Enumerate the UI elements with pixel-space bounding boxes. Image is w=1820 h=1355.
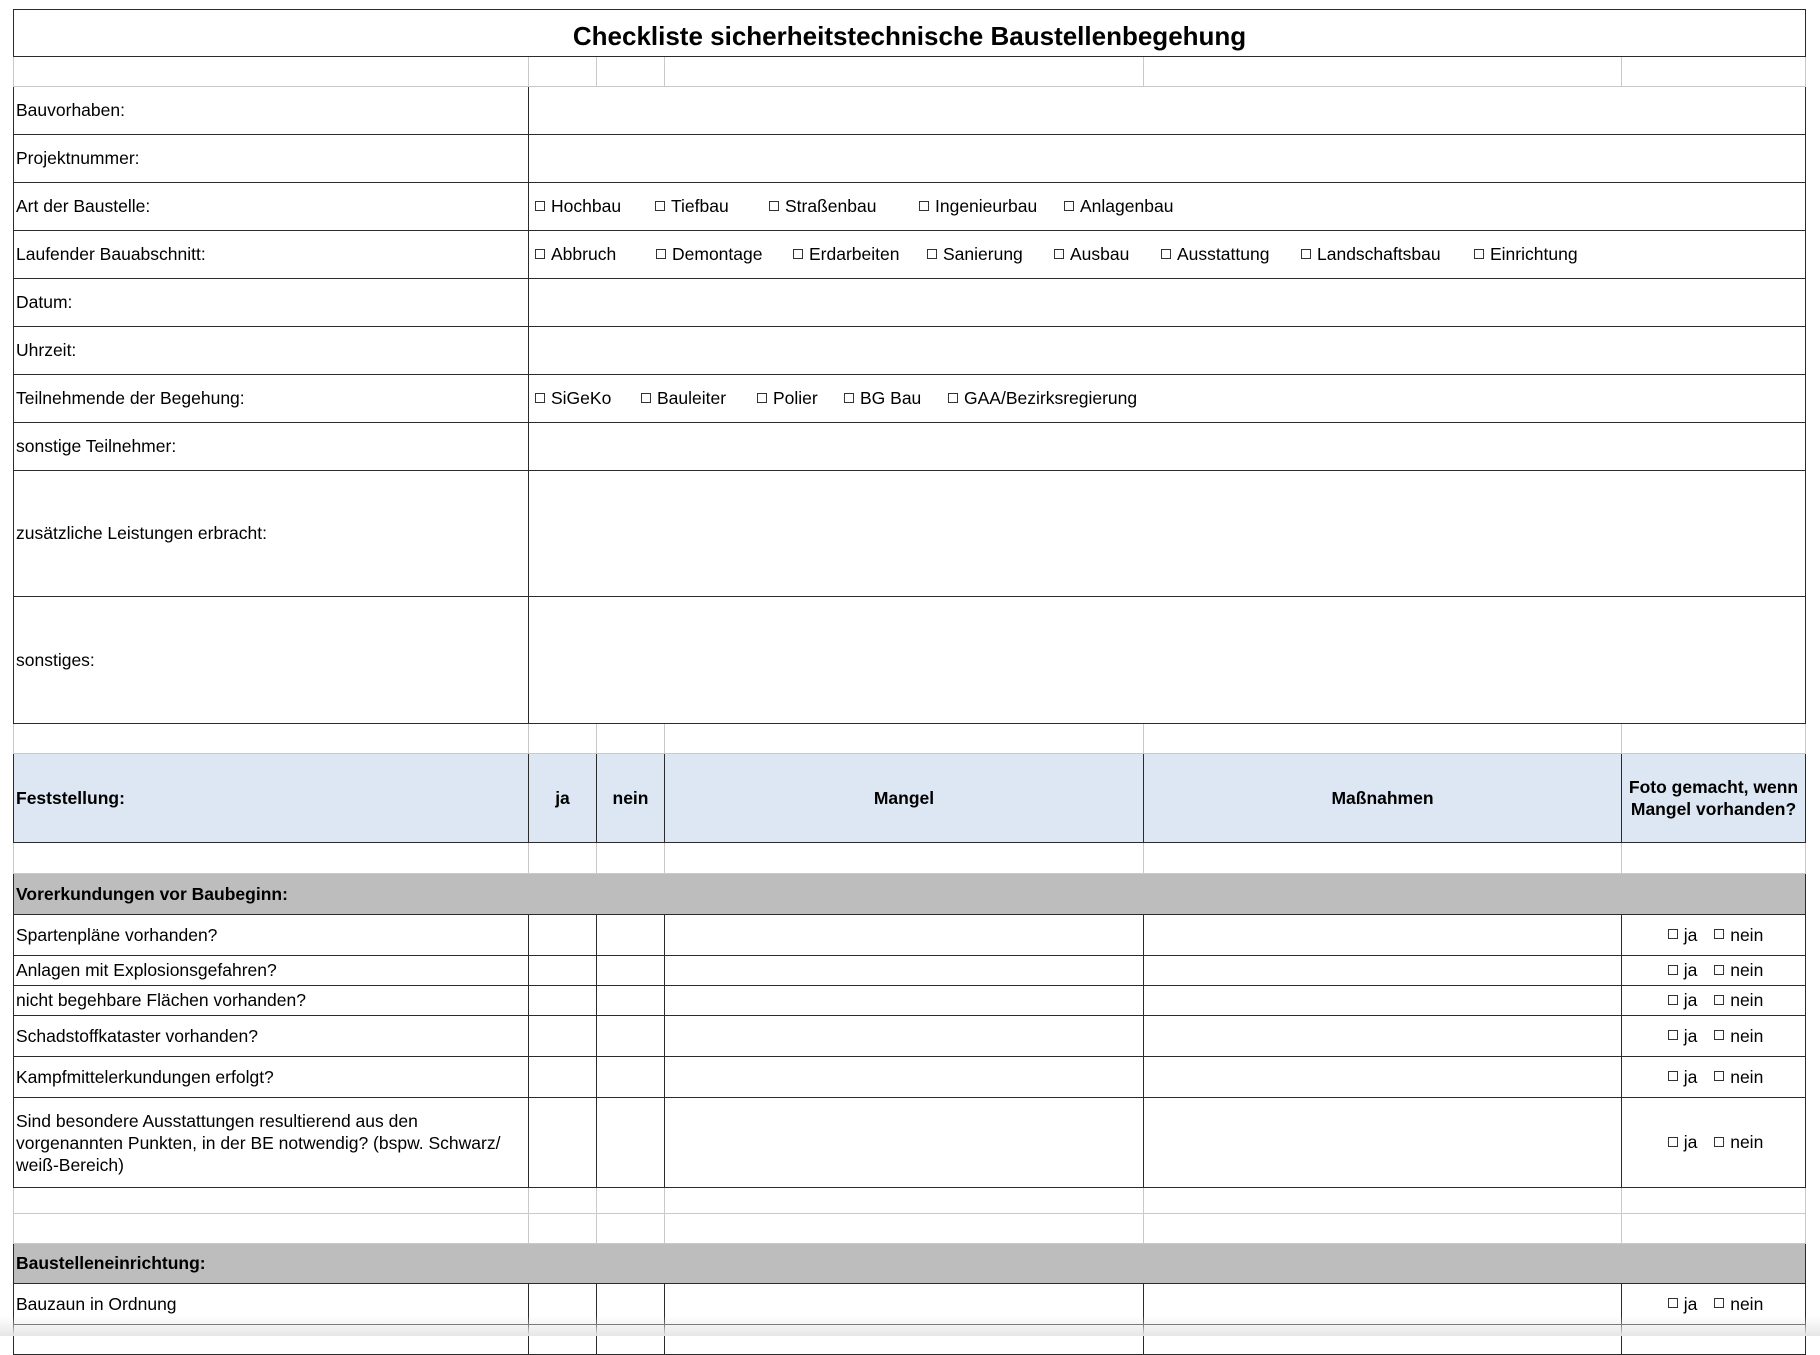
- header-mangel: Mangel: [665, 754, 1144, 843]
- spacer-cell[interactable]: [665, 57, 1144, 87]
- datum-label: Datum:: [14, 279, 529, 327]
- checkbox-icon[interactable]: [793, 249, 803, 259]
- foto-nein-option[interactable]: nein: [1710, 925, 1763, 946]
- checklist-sheet: [13, 9, 1806, 1355]
- checkbox-icon[interactable]: [844, 393, 854, 403]
- art-der-baustelle-label: Art der Baustelle:: [14, 183, 529, 231]
- checkbox-option[interactable]: Landschaftsbau: [1297, 244, 1470, 265]
- spacer-cell[interactable]: [529, 57, 597, 87]
- scroll-fade: [0, 1316, 1820, 1336]
- ja-cell[interactable]: [529, 986, 597, 1016]
- checkbox-option[interactable]: Sanierung: [923, 244, 1050, 265]
- foto-ja-option[interactable]: ja: [1664, 1067, 1698, 1088]
- checkbox-icon[interactable]: [535, 393, 545, 403]
- datum-field[interactable]: [529, 279, 1806, 327]
- checkbox-icon[interactable]: [1714, 995, 1724, 1005]
- foto-nein-option[interactable]: nein: [1710, 1132, 1763, 1153]
- spacer-cell[interactable]: [597, 57, 665, 87]
- spacer-cell[interactable]: [665, 1214, 1144, 1244]
- table-row: [14, 1016, 1806, 1057]
- table-row: [14, 956, 1806, 986]
- foto-cell: [1622, 986, 1806, 1016]
- spacer-cell[interactable]: [529, 724, 597, 754]
- item-label: Anlagen mit Explosionsgefahren?: [14, 956, 529, 986]
- massnahmen-cell[interactable]: [1144, 915, 1622, 956]
- header-foto: Foto gemacht, wenn Mangel vorhanden?: [1622, 754, 1806, 843]
- spacer-cell[interactable]: [665, 843, 1144, 874]
- nein-cell[interactable]: [597, 956, 665, 986]
- item-label: Bauzaun in Ordnung: [14, 1284, 529, 1325]
- checkbox-option[interactable]: Ausstattung: [1157, 244, 1297, 265]
- checkbox-icon[interactable]: [1714, 1298, 1724, 1308]
- mangel-cell[interactable]: [665, 1098, 1144, 1188]
- checkbox-icon[interactable]: [769, 201, 779, 211]
- nein-cell[interactable]: [597, 915, 665, 956]
- spacer-cell[interactable]: [1622, 724, 1806, 754]
- nein-cell[interactable]: [597, 1016, 665, 1057]
- checkbox-option[interactable]: Hochbau: [531, 196, 651, 217]
- header-feststellung: Feststellung:: [14, 754, 529, 843]
- checkbox-icon[interactable]: [1161, 249, 1171, 259]
- bauvorhaben-label: Bauvorhaben:: [14, 87, 529, 135]
- checkbox-icon[interactable]: [1668, 1071, 1678, 1081]
- teilnehmende-options: [529, 375, 1806, 423]
- item-label: Spartenpläne vorhanden?: [14, 915, 529, 956]
- ja-cell[interactable]: [529, 956, 597, 986]
- foto-ja-option[interactable]: ja: [1664, 960, 1698, 981]
- sonstige-teilnehmer-label: sonstige Teilnehmer:: [14, 423, 529, 471]
- foto-ja-option[interactable]: ja: [1664, 1132, 1698, 1153]
- massnahmen-cell[interactable]: [1144, 1016, 1622, 1057]
- checkbox-icon[interactable]: [535, 249, 545, 259]
- massnahmen-cell[interactable]: [1144, 1098, 1622, 1188]
- spacer-cell[interactable]: [1622, 1188, 1806, 1214]
- foto-nein-option[interactable]: nein: [1710, 1026, 1763, 1047]
- checkbox-icon[interactable]: [1714, 965, 1724, 975]
- spacer-cell[interactable]: [1622, 57, 1806, 87]
- item-label: Sind besondere Ausstattungen resultierend aus den vorgenannten Punkten, in der BE notwendig? (bspw. Schwarz/ weiß-Bereich): [14, 1098, 529, 1188]
- foto-ja-option[interactable]: ja: [1664, 990, 1698, 1011]
- checkbox-option[interactable]: Straßenbau: [765, 196, 915, 217]
- checkbox-icon[interactable]: [535, 201, 545, 211]
- spacer-cell[interactable]: [1622, 843, 1806, 874]
- checkbox-icon[interactable]: [1301, 249, 1311, 259]
- checkbox-option[interactable]: Polier: [753, 388, 840, 409]
- spacer-cell[interactable]: [1144, 57, 1622, 87]
- nein-cell[interactable]: [597, 1098, 665, 1188]
- foto-cell: [1622, 915, 1806, 956]
- checkbox-icon[interactable]: [1668, 995, 1678, 1005]
- sonstige-teilnehmer-field[interactable]: [529, 423, 1806, 471]
- checkbox-option[interactable]: Ingenieurbau: [915, 196, 1060, 217]
- item-label: nicht begehbare Flächen vorhanden?: [14, 986, 529, 1016]
- checkbox-icon[interactable]: [1064, 201, 1074, 211]
- header-ja: ja: [529, 754, 597, 843]
- sheet-title: Checkliste sicherheitstechnische Baustellenbegehung: [14, 10, 1806, 57]
- checkbox-option[interactable]: Erdarbeiten: [789, 244, 923, 265]
- mangel-cell[interactable]: [665, 915, 1144, 956]
- mangel-cell[interactable]: [665, 1016, 1144, 1057]
- ja-cell[interactable]: [529, 1098, 597, 1188]
- checkbox-icon[interactable]: [641, 393, 651, 403]
- checkbox-icon[interactable]: [948, 393, 958, 403]
- spacer-cell[interactable]: [1622, 1214, 1806, 1244]
- zusaetzliche-leistungen-field[interactable]: [529, 471, 1806, 597]
- checkbox-option[interactable]: Abbruch: [531, 244, 652, 265]
- checkbox-option[interactable]: Tiefbau: [651, 196, 765, 217]
- projektnummer-field[interactable]: [529, 135, 1806, 183]
- checkbox-icon[interactable]: [927, 249, 937, 259]
- checkbox-option[interactable]: Einrichtung: [1470, 244, 1578, 265]
- spacer-cell[interactable]: [597, 724, 665, 754]
- nein-cell[interactable]: [597, 986, 665, 1016]
- table-row: [14, 915, 1806, 956]
- checkbox-option[interactable]: Ausbau: [1050, 244, 1157, 265]
- checkbox-icon[interactable]: [1474, 249, 1484, 259]
- checkbox-icon[interactable]: [1714, 1137, 1724, 1147]
- foto-nein-option[interactable]: nein: [1710, 960, 1763, 981]
- checkbox-option[interactable]: SiGeKo: [531, 388, 637, 409]
- nein-cell[interactable]: [597, 1057, 665, 1098]
- header-nein: nein: [597, 754, 665, 843]
- art-der-baustelle-options: [529, 183, 1806, 231]
- spacer-cell[interactable]: [529, 1188, 597, 1214]
- spacer-cell[interactable]: [14, 843, 529, 874]
- spacer-cell[interactable]: [14, 57, 529, 87]
- item-label: Kampfmittelerkundungen erfolgt?: [14, 1057, 529, 1098]
- foto-ja-option[interactable]: ja: [1664, 1294, 1698, 1315]
- ja-cell[interactable]: [529, 1057, 597, 1098]
- checkbox-icon[interactable]: [1668, 1298, 1678, 1308]
- ja-cell[interactable]: [529, 1016, 597, 1057]
- ja-cell[interactable]: [529, 915, 597, 956]
- projektnummer-label: Projektnummer:: [14, 135, 529, 183]
- checkbox-icon[interactable]: [1668, 929, 1678, 939]
- checkbox-icon[interactable]: [1714, 1030, 1724, 1040]
- checkbox-icon[interactable]: [1714, 929, 1724, 939]
- checkbox-icon[interactable]: [656, 249, 666, 259]
- checkbox-option[interactable]: BG Bau: [840, 388, 944, 409]
- spacer-cell[interactable]: [665, 724, 1144, 754]
- foto-nein-option[interactable]: nein: [1710, 1067, 1763, 1088]
- checkbox-icon[interactable]: [655, 201, 665, 211]
- checkbox-option[interactable]: GAA/Bezirksregierung: [944, 388, 1137, 409]
- checkbox-option[interactable]: Anlagenbau: [1060, 196, 1173, 217]
- spacer-cell[interactable]: [1144, 1214, 1622, 1244]
- checkbox-icon[interactable]: [1054, 249, 1064, 259]
- zusaetzliche-leistungen-label: zusätzliche Leistungen erbracht:: [14, 471, 529, 597]
- spacer-cell[interactable]: [14, 1188, 529, 1214]
- table-row: [14, 1057, 1806, 1098]
- teilnehmende-label: Teilnehmende der Begehung:: [14, 375, 529, 423]
- uhrzeit-label: Uhrzeit:: [14, 327, 529, 375]
- foto-cell: [1622, 1016, 1806, 1057]
- uhrzeit-field[interactable]: [529, 327, 1806, 375]
- spacer-cell[interactable]: [665, 1188, 1144, 1214]
- checkbox-icon[interactable]: [1668, 1137, 1678, 1147]
- checkbox-icon[interactable]: [919, 201, 929, 211]
- spacer-cell[interactable]: [1144, 843, 1622, 874]
- spacer-cell[interactable]: [1144, 1188, 1622, 1214]
- checkbox-icon[interactable]: [1668, 1030, 1678, 1040]
- header-massnahmen: Maßnahmen: [1144, 754, 1622, 843]
- bauvorhaben-field[interactable]: [529, 87, 1806, 135]
- massnahmen-cell[interactable]: [1144, 1057, 1622, 1098]
- table-row: [14, 1098, 1806, 1188]
- section-title: Baustelleneinrichtung:: [14, 1244, 1806, 1284]
- spacer-cell[interactable]: [597, 843, 665, 874]
- spacer-cell[interactable]: [14, 724, 529, 754]
- checkbox-icon[interactable]: [1668, 965, 1678, 975]
- foto-ja-option[interactable]: ja: [1664, 925, 1698, 946]
- foto-cell: [1622, 956, 1806, 986]
- item-label: Schadstoffkataster vorhanden?: [14, 1016, 529, 1057]
- foto-nein-option[interactable]: nein: [1710, 990, 1763, 1011]
- sonstiges-label: sonstiges:: [14, 597, 529, 724]
- spacer-cell[interactable]: [1144, 724, 1622, 754]
- massnahmen-cell[interactable]: [1144, 986, 1622, 1016]
- spacer-cell[interactable]: [14, 1214, 529, 1244]
- spacer-cell[interactable]: [597, 1214, 665, 1244]
- section-title: Vorerkundungen vor Baubeginn:: [14, 874, 1806, 915]
- spacer-cell[interactable]: [529, 1214, 597, 1244]
- mangel-cell[interactable]: [665, 1057, 1144, 1098]
- bauabschnitt-label: Laufender Bauabschnitt:: [14, 231, 529, 279]
- sonstiges-field[interactable]: [529, 597, 1806, 724]
- spacer-cell[interactable]: [597, 1188, 665, 1214]
- foto-cell: [1622, 1098, 1806, 1188]
- foto-nein-option[interactable]: nein: [1710, 1294, 1763, 1315]
- table-row: [14, 986, 1806, 1016]
- foto-cell: [1622, 1057, 1806, 1098]
- mangel-cell[interactable]: [665, 986, 1144, 1016]
- checkbox-option[interactable]: Demontage: [652, 244, 789, 265]
- checkbox-icon[interactable]: [1714, 1071, 1724, 1081]
- checkbox-icon[interactable]: [757, 393, 767, 403]
- foto-ja-option[interactable]: ja: [1664, 1026, 1698, 1047]
- checkbox-option[interactable]: Bauleiter: [637, 388, 753, 409]
- massnahmen-cell[interactable]: [1144, 956, 1622, 986]
- mangel-cell[interactable]: [665, 956, 1144, 986]
- bauabschnitt-options: [529, 231, 1806, 279]
- spacer-cell[interactable]: [529, 843, 597, 874]
